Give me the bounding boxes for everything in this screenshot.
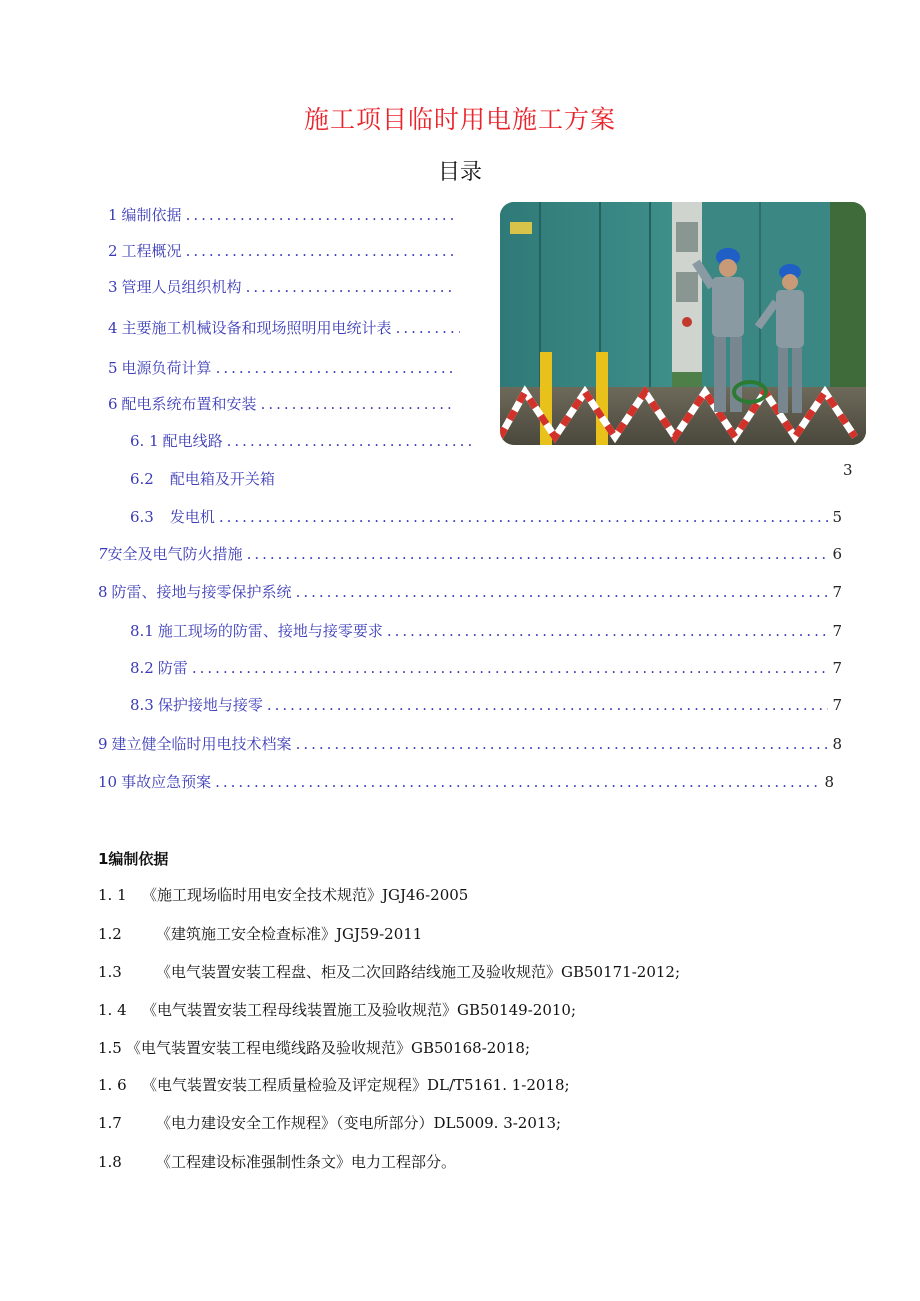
reference-item — [98, 961, 680, 982]
toc-number: 6.2 — [130, 470, 154, 488]
toc-number: 8.3 — [130, 696, 154, 714]
toc-leader-dots — [267, 696, 829, 714]
toc-item-5[interactable] — [108, 357, 460, 379]
toc-number: 3 — [108, 278, 118, 296]
toc-label: 配电系统布置和安装 — [121, 395, 257, 413]
reference-item — [98, 1074, 570, 1095]
toc-number: 6.3 — [130, 508, 154, 526]
reference-item — [98, 884, 468, 905]
toc-item-8-3[interactable] — [130, 694, 842, 716]
toc-leader-dots — [296, 735, 829, 753]
toc-number: 4 — [108, 319, 118, 337]
toc-label: 编制依据 — [121, 206, 182, 224]
toc-number: 8.2 — [130, 659, 154, 677]
toc-number: 6. 1 — [130, 432, 159, 450]
reference-item — [98, 1151, 456, 1172]
toc-leader-dots — [261, 395, 456, 413]
toc-page-number: 7 — [832, 583, 842, 601]
reference-number: 1. 4 — [98, 1001, 127, 1019]
reference-item — [98, 1112, 561, 1133]
toc-leader-dots — [296, 583, 829, 601]
toc-item-2[interactable] — [108, 240, 460, 262]
toc-leader-dots — [186, 242, 456, 260]
toc-page-number: 7 — [832, 696, 842, 714]
toc-label: 保护接地与接零 — [157, 696, 263, 714]
reference-number: 1. 6 — [98, 1076, 127, 1094]
toc-label: 主要施工机械设备和现场照明用电统计表 — [121, 319, 392, 337]
reference-text: 《电气装置安装工程电缆线路及验收规范》GB50168-2018; — [126, 1039, 531, 1057]
toc-item-10[interactable] — [98, 771, 834, 793]
toc-number: 8 — [98, 583, 108, 601]
toc-page-number: 7 — [832, 659, 842, 677]
toc-leader-dots — [215, 773, 820, 791]
toc-number: 9 — [98, 735, 108, 753]
toc-number: 6 — [108, 395, 118, 413]
toc-label: 防雷、接地与接零保护系统 — [111, 583, 292, 601]
toc-number: 5 — [108, 359, 118, 377]
toc-number: 10 — [98, 773, 118, 791]
toc-page-number: 7 — [832, 622, 842, 640]
reference-text: 《电气装置安装工程母线装置施工及验收规范》GB50149-2010; — [142, 1001, 577, 1019]
reference-text: 《电气装置安装工程盘、柜及二次回路结线施工及验收规范》GB50171-2012; — [156, 963, 681, 981]
toc-page-number-overflow: 3 — [843, 461, 853, 479]
toc-leader-dots — [247, 545, 829, 563]
toc-leader-dots — [186, 206, 456, 224]
toc-leader-dots — [387, 622, 829, 640]
reference-number: 1.8 — [98, 1153, 122, 1171]
toc-item-6[interactable] — [108, 393, 460, 415]
toc-number: 8.1 — [130, 622, 154, 640]
toc-label: 配电线路 — [162, 432, 223, 450]
reference-number: 1.7 — [98, 1114, 122, 1132]
toc-item-8-2[interactable] — [130, 657, 842, 679]
toc-item-1[interactable] — [108, 204, 460, 226]
reference-item — [98, 1037, 530, 1058]
toc-item-4[interactable] — [108, 317, 464, 339]
document-title: 施工项目临时用电施工方案 — [303, 105, 616, 134]
toc-number: 7 — [98, 545, 108, 563]
toc-label: 配电箱及开关箱 — [169, 470, 275, 488]
toc-item-7[interactable] — [98, 543, 842, 565]
toc-leader-dots — [216, 359, 456, 377]
toc-label: 发电机 — [169, 508, 215, 526]
reference-text: 《电气装置安装工程质量检验及评定规程》DL/T5161. 1-2018; — [142, 1076, 570, 1094]
toc-item-6-3[interactable] — [130, 506, 842, 528]
reference-number: 1.2 — [98, 925, 122, 943]
toc-item-9[interactable] — [98, 733, 842, 755]
toc-label: 施工现场的防雷、接地与接零要求 — [157, 622, 383, 640]
toc-label: 建立健全临时用电技术档案 — [111, 735, 292, 753]
toc-leader-dots — [219, 508, 829, 526]
toc-label: 电源负荷计算 — [121, 359, 212, 377]
reference-item — [98, 923, 422, 944]
toc-leader-dots — [227, 432, 476, 450]
reference-text: 《电力建设安全工作规程》（变电所部分）DL5009. 3-2013; — [156, 1114, 562, 1132]
toc-leader-dots — [192, 659, 829, 677]
reference-number: 1.3 — [98, 963, 122, 981]
toc-item-3[interactable] — [108, 276, 460, 298]
toc-leader-dots — [246, 278, 456, 296]
toc-item-6-2[interactable] — [130, 468, 430, 490]
switchgear-photo — [500, 202, 866, 445]
section-heading: 1编制依据 — [98, 850, 169, 868]
toc-item-8-1[interactable] — [130, 620, 842, 642]
toc-label: 安全及电气防火措施 — [107, 545, 243, 563]
toc-page-number: 6 — [832, 545, 842, 563]
reference-number: 1.5 — [98, 1039, 122, 1057]
toc-heading: 目录 — [437, 160, 482, 185]
reference-text: 《工程建设标准强制性条文》电力工程部分。 — [156, 1153, 457, 1171]
toc-page-number: 5 — [832, 508, 842, 526]
toc-page-number: 8 — [824, 773, 834, 791]
toc-number: 2 — [108, 242, 118, 260]
toc-label: 工程概况 — [121, 242, 182, 260]
reference-item — [98, 999, 576, 1020]
toc-label: 防雷 — [157, 659, 188, 677]
toc-page-number: 8 — [832, 735, 842, 753]
toc-label: 事故应急预案 — [121, 773, 212, 791]
reference-number: 1. 1 — [98, 886, 127, 904]
reference-text: 《建筑施工安全检查标准》JGJ59-2011 — [156, 925, 423, 943]
toc-leader-dots — [396, 319, 460, 337]
toc-label: 管理人员组织机构 — [121, 278, 242, 296]
reference-text: 《施工现场临时用电安全技术规范》JGJ46-2005 — [142, 886, 469, 904]
toc-item-6-1[interactable] — [130, 430, 480, 452]
toc-item-8[interactable] — [98, 581, 842, 603]
toc-number: 1 — [108, 206, 118, 224]
